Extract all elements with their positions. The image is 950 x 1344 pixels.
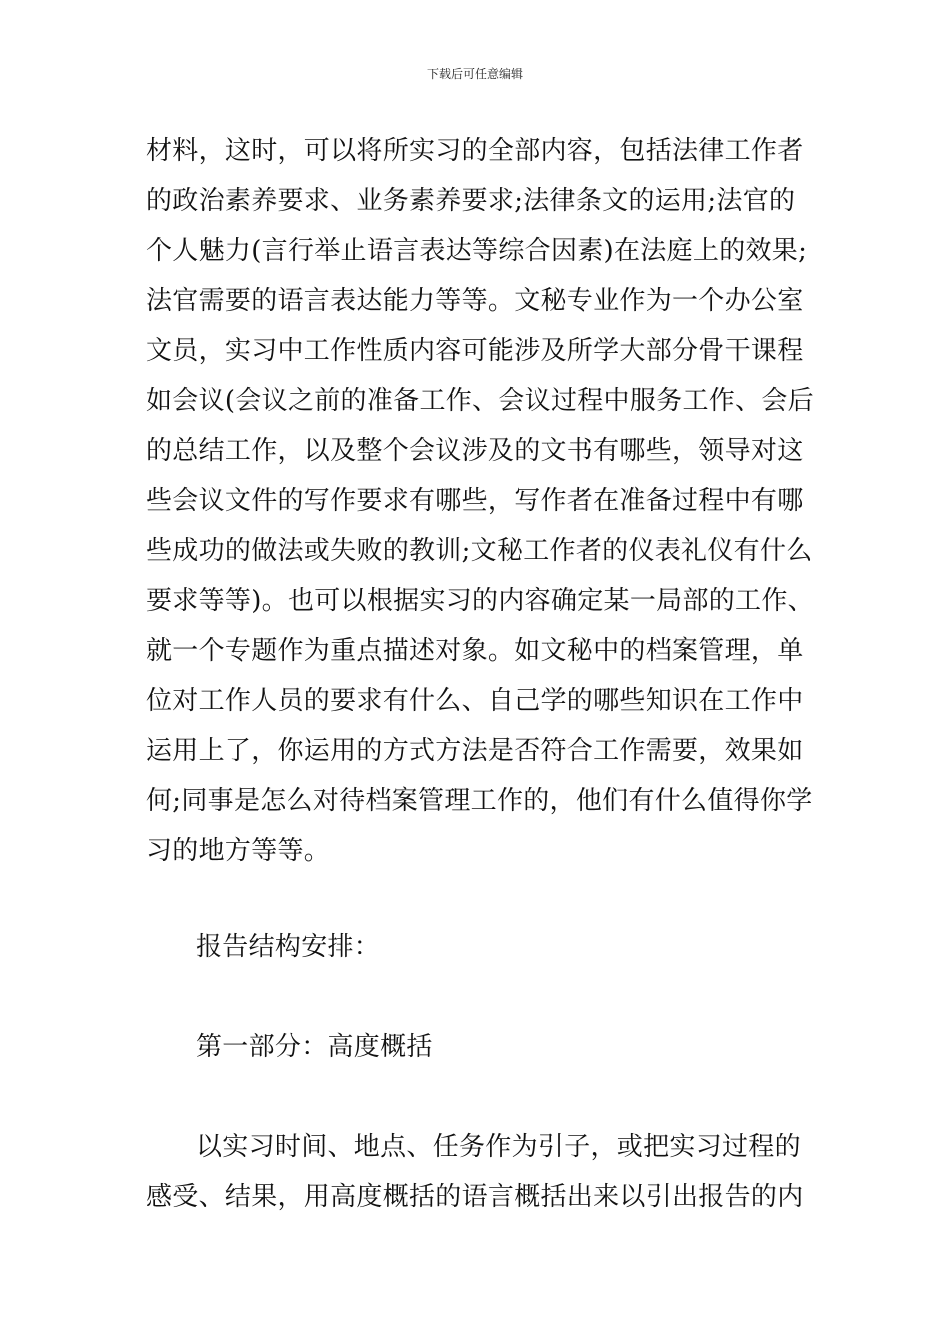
- text-line: 些会议文件的写作要求有哪些，写作者在准备过程中有哪: [146, 486, 804, 516]
- text-line: 习的地方等等。: [146, 836, 331, 866]
- text-line: 运用上了，你运用的方式方法是否符合工作需要，效果如: [146, 736, 804, 766]
- text-line: 感受、结果，用高度概括的语言概括出来以引出报告的内: [146, 1182, 804, 1212]
- text-line: 位对工作人员的要求有什么、自己学的哪些知识在工作中: [146, 686, 804, 716]
- text-line: 以实习时间、地点、任务作为引子，或把实习过程的: [196, 1132, 801, 1162]
- text-line: 材料，这时，可以将所实习的全部内容，包括法律工作者: [146, 136, 804, 166]
- text-line: 要求等等)。也可以根据实习的内容确定某一局部的工作、: [146, 586, 814, 616]
- page-header: 下载后可任意编辑: [426, 67, 523, 81]
- text-line: 文员，实习中工作性质内容可能涉及所学大部分骨干课程: [146, 336, 804, 366]
- text-line: 个人魅力(言行举止语言表达等综合因素)在法庭上的效果;: [146, 236, 808, 266]
- section-heading-structure: 报告结构安排：: [196, 932, 381, 962]
- section-heading-part-1: 第一部分：高度概括: [196, 1032, 433, 1062]
- text-line: 法官需要的语言表达能力等等。文秘专业作为一个办公室: [146, 286, 804, 316]
- text-line: 的政治素养要求、业务素养要求;法律条文的运用;法官的: [146, 186, 796, 216]
- text-line: 何;同事是怎么对待档案管理工作的，他们有什么值得你学: [146, 786, 813, 816]
- text-line: 些成功的做法或失败的教训;文秘工作者的仪表礼仪有什么: [146, 536, 813, 566]
- text-line: 如会议(会议之前的准备工作、会议过程中服务工作、会后: [146, 386, 814, 416]
- text-line: 的总结工作，以及整个会议涉及的文书有哪些，领导对这: [146, 436, 804, 466]
- text-line: 就一个专题作为重点描述对象。如文秘中的档案管理，单: [146, 636, 804, 666]
